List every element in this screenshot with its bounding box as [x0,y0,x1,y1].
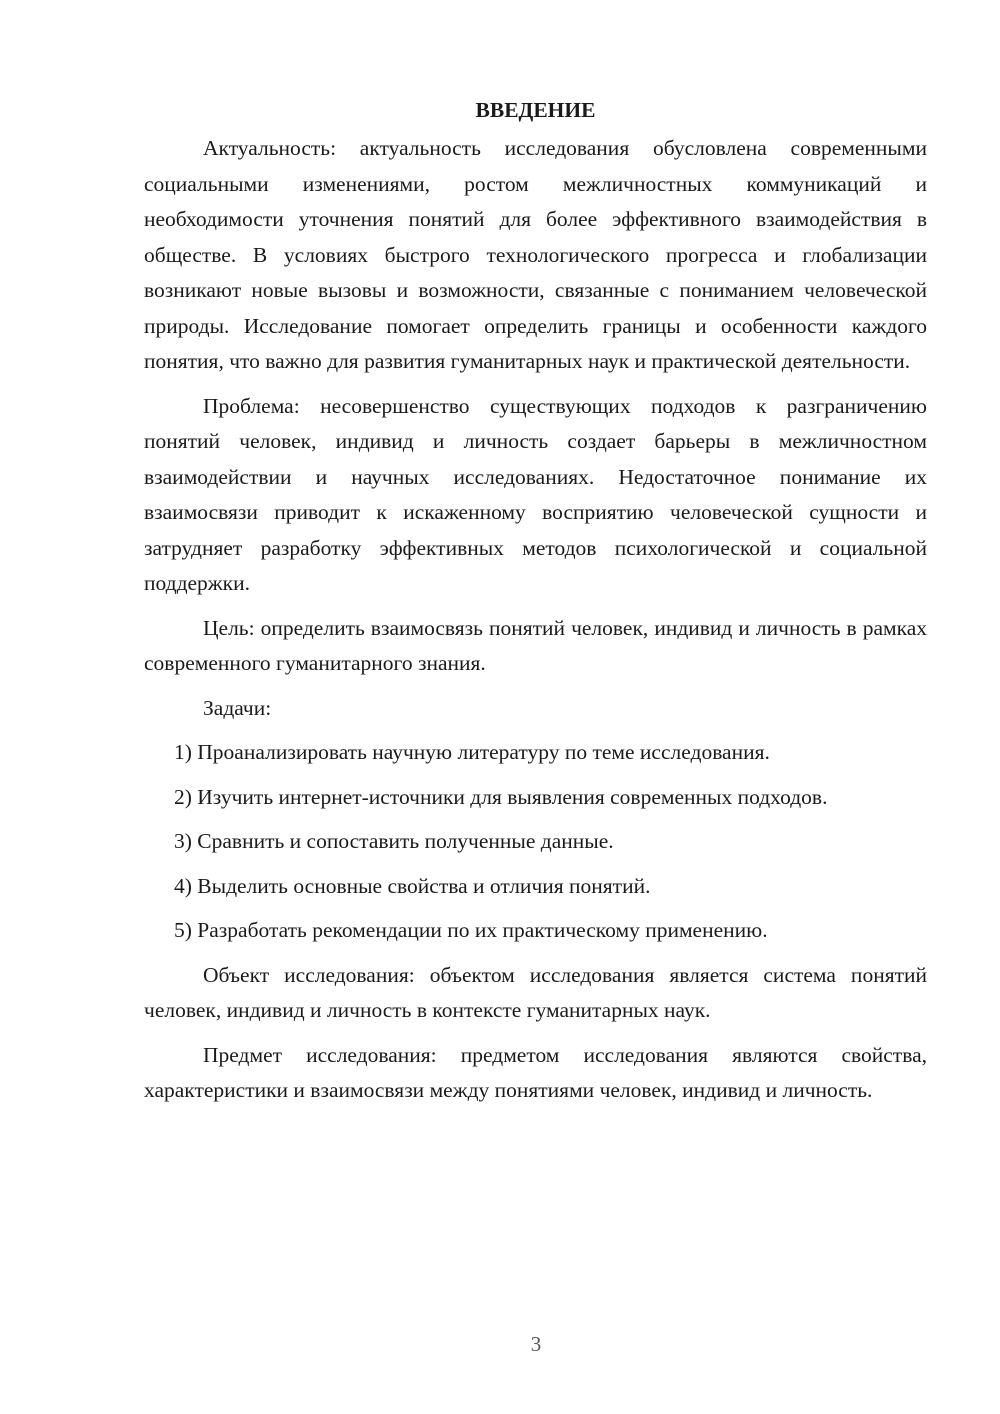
problem-paragraph: Проблема: несовершенство существующих подходов к разграничению понятий человек, индивид и личность создает барьеры в межличностном взаимодействии и научных исследованиях. Недостаточное понимание их взаимосвязи приводит к искаженному восприятию человеческой сущности и затрудняет разработку эффективных методов психологической и социальной поддержки. [144,393,927,595]
page-title: ВВЕДЕНИЕ [475,98,596,122]
task-item: 4) Выделить основные свойства и отличия понятий. [174,873,651,898]
task-item: 3) Сравнить и сопоставить полученные данные. [174,829,614,853]
document-page [144,94,927,1118]
relevance-paragraph: Актуальность: актуальность исследования обусловлена современными социальными изменениями, ростом межличностных коммуникаций и необходимости уточнения понятий для более эффективного взаимодействия в обществе. В условиях быстрого технологического прогресса и глобализации возникают новые вызовы и возможности, связанные с пониманием человеческой природы. Исследование помогает определить границы и особенности каждого понятия, что важно для развития гуманитарных наук и практической деятельности. [144,136,927,373]
page-number: 3 [530,1332,542,1356]
tasks-heading: Задачи: [203,695,272,720]
task-item: 2) Изучить интернет-источники для выявления современных подходов. [174,784,828,809]
subject-paragraph: Предмет исследования: предметом исследования являются свойства, характеристики и взаимосвязи между понятиями человек, индивид и личность. [144,1042,927,1102]
goal-paragraph: Цель: определить взаимосвязь понятий человек, индивид и личность в рамках современного гуманитарного знания. [144,615,927,675]
object-paragraph: Объект исследования: объектом исследования является система понятий человек, индивид и личность в контексте гуманитарных наук. [144,962,927,1022]
task-item: 1) Проанализировать научную литературу по теме исследования. [174,740,770,764]
task-item: 5) Разработать рекомендации по их практическому применению. [174,918,768,942]
